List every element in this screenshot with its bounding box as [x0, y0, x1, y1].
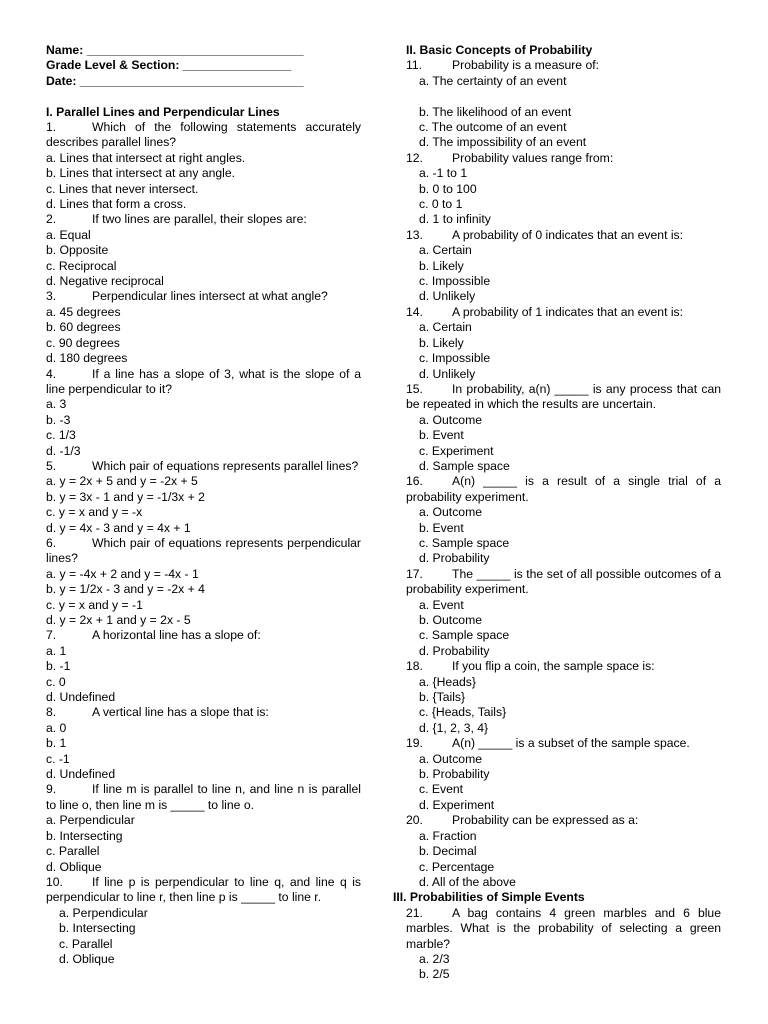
question-text: A(n) _____ is a result of a single trial of a probability experiment. [406, 474, 721, 504]
question-number: 18. [406, 659, 423, 674]
question-text: If line p is perpendicular to line q, and line q is perpendicular to line r, then line p is _____ to line r. [46, 874, 361, 905]
answer-option: a. 3 [46, 397, 67, 412]
answer-option: c. Parallel [46, 844, 100, 859]
answer-option: b. -1 [46, 659, 71, 674]
question-text: A probability of 0 indicates that an event is: [452, 227, 684, 242]
answer-option: a. 1 [46, 643, 67, 658]
answer-option: a. 2/3 [419, 951, 450, 966]
question-number: 13. [406, 227, 423, 242]
answer-option: b. -3 [46, 412, 71, 427]
answer-option: b. Outcome [419, 613, 482, 628]
answer-option: b. Opposite [46, 243, 109, 258]
answer-option: d. {1, 2, 3, 4} [419, 720, 489, 735]
question-number: 10. [46, 874, 63, 889]
answer-option: a. Perpendicular [46, 813, 135, 828]
answer-option: c. -1 [46, 751, 70, 766]
answer-option: c. Impossible [419, 351, 491, 366]
question-number: 14. [406, 304, 423, 319]
right-column [393, 43, 721, 983]
answer-option: a. The certainty of an event [419, 73, 567, 88]
section-1-questions [46, 120, 361, 967]
answer-option: a. 45 degrees [46, 304, 121, 319]
answer-option: c. Impossible [419, 274, 491, 289]
question-number: 8. [46, 705, 57, 720]
question-text: Which pair of equations represents perpendicular lines? [46, 535, 361, 566]
answer-option: d. Unlikely [419, 289, 476, 304]
question-number: 5. [46, 458, 57, 473]
answer-option: c. y = x and y = -1 [46, 597, 143, 612]
answer-option: c. 1/3 [46, 428, 76, 443]
question-number: 21. [406, 905, 423, 920]
question-item [46, 875, 361, 906]
question-number: 7. [46, 628, 57, 643]
question-item [46, 367, 361, 398]
left-column [46, 43, 361, 967]
answer-option: d. The impossibility of an event [419, 135, 587, 150]
question-text: If line m is parallel to line n, and line n is parallel to line o, then line m is _____ to line o. [46, 782, 361, 812]
answer-option: d. -1/3 [46, 443, 81, 458]
question-number: 3. [46, 289, 57, 304]
question-text: A horizontal line has a slope of: [92, 628, 261, 643]
answer-option: d. Oblique [46, 859, 102, 874]
question-text: Which of the following statements accurately describes parallel lines? [46, 120, 361, 150]
answer-option: b. Likely [419, 335, 464, 350]
question-item [46, 782, 361, 813]
answer-option: d. Undefined [46, 690, 116, 705]
answer-option: b. 60 degrees [46, 320, 121, 335]
question-item [46, 212, 361, 227]
question-item [406, 906, 721, 952]
answer-option: d. 180 degrees [46, 351, 128, 366]
question-item [406, 736, 721, 751]
answer-option: c. Event [419, 782, 464, 797]
question-item [46, 289, 361, 304]
answer-option: b. Decimal [419, 844, 477, 859]
question-number: 15. [406, 381, 423, 396]
question-number: 11. [406, 58, 423, 73]
blank-line [406, 89, 721, 104]
answer-option: d. Unlikely [419, 366, 476, 381]
question-text: Which pair of equations represents parallel lines? [92, 458, 359, 473]
answer-option: b. 0 to 100 [419, 181, 477, 196]
answer-option: b. Event [419, 428, 464, 443]
question-number: 19. [406, 736, 423, 751]
answer-option: c. 0 [46, 674, 66, 689]
answer-option: c. Reciprocal [46, 258, 117, 273]
question-item [406, 58, 721, 73]
answer-option: b. 2/5 [419, 967, 450, 982]
section-2-title: II. Basic Concepts of Probability [406, 43, 593, 57]
answer-option: c. The outcome of an event [419, 120, 567, 135]
answer-option: a. Perpendicular [59, 905, 148, 920]
answer-option: d. Lines that form a cross. [46, 197, 187, 212]
question-text: A(n) _____ is a subset of the sample space. [452, 736, 690, 751]
answer-option: d. 1 to infinity [419, 212, 491, 227]
question-item [406, 659, 721, 674]
answer-option: b. 1 [46, 736, 67, 751]
question-text: Perpendicular lines intersect at what angle? [92, 289, 328, 304]
grade-section-field: Grade Level & Section: ________________ [46, 58, 292, 73]
answer-option: d. Negative reciprocal [46, 274, 164, 289]
answer-option: b. Likely [419, 258, 464, 273]
question-item [46, 536, 361, 567]
question-item [406, 382, 721, 413]
question-item [406, 813, 721, 828]
answer-option: a. Fraction [419, 828, 477, 843]
answer-option: a. y = 2x + 5 and y = -2x + 5 [46, 474, 198, 489]
question-number: 17. [406, 566, 423, 581]
answer-option: a. Certain [419, 320, 472, 335]
question-text: Probability values range from: [452, 150, 614, 165]
question-number: 4. [46, 366, 57, 381]
answer-option: a. -1 to 1 [419, 166, 468, 181]
answer-option: d. Sample space [419, 458, 510, 473]
name-field: Name: ________________________________ [46, 43, 304, 57]
answer-option: c. y = x and y = -x [46, 505, 143, 520]
answer-option: b. Intersecting [46, 828, 123, 843]
question-text: If two lines are parallel, their slopes are: [92, 212, 307, 227]
date-field: Date: _________________________________ [46, 73, 304, 88]
answer-option: c. Parallel [59, 936, 113, 951]
answer-option: b. The likelihood of an event [419, 104, 572, 119]
answer-option: b. Lines that intersect at any angle. [46, 166, 236, 181]
answer-option: d. Undefined [46, 767, 116, 782]
question-number: 16. [406, 474, 423, 489]
answer-option: a. y = -4x + 2 and y = -4x - 1 [46, 566, 199, 581]
question-text: The _____ is the set of all possible outcomes of a probability experiment. [406, 566, 721, 597]
answer-option: c. Experiment [419, 443, 494, 458]
section-3-title: III. Probabilities of Simple Events [393, 890, 585, 905]
answer-option: a. Lines that intersect at right angles. [46, 150, 246, 165]
answer-option: d. Experiment [419, 797, 495, 812]
answer-option: b. {Tails} [419, 690, 466, 705]
answer-option: c. Sample space [419, 535, 510, 550]
header-block [46, 43, 361, 89]
question-item [406, 474, 721, 505]
question-number: 12. [406, 150, 423, 165]
question-item [406, 305, 721, 320]
question-text: A bag contains 4 green marbles and 6 blue marbles. What is the probability of selecting a green marble? [406, 905, 721, 951]
question-text: Probability can be expressed as a: [452, 813, 639, 828]
question-number: 20. [406, 813, 423, 828]
question-item [46, 459, 361, 474]
answer-option: d. Probability [419, 551, 490, 566]
answer-option: b. Intersecting [59, 921, 136, 936]
answer-option: c. Sample space [419, 628, 510, 643]
question-item [406, 151, 721, 166]
answer-option: a. Certain [419, 243, 472, 258]
question-item [406, 228, 721, 243]
question-number: 6. [46, 535, 57, 550]
question-number: 9. [46, 782, 57, 797]
answer-option: c. Percentage [419, 859, 495, 874]
section-2-questions [406, 58, 721, 890]
question-text: A vertical line has a slope that is: [92, 705, 269, 720]
answer-option: d. Oblique [59, 951, 115, 966]
question-number: 1. [46, 120, 57, 135]
answer-option: b. Event [419, 520, 464, 535]
question-item [46, 120, 361, 151]
question-number: 2. [46, 212, 57, 227]
answer-option: c. Lines that never intersect. [46, 181, 199, 196]
question-text: If a line has a slope of 3, what is the slope of a line perpendicular to it? [46, 366, 361, 396]
answer-option: c. {Heads, Tails} [419, 705, 507, 720]
answer-option: a. 0 [46, 720, 67, 735]
question-item [406, 567, 721, 598]
answer-option: c. 90 degrees [46, 335, 120, 350]
answer-option: a. Outcome [419, 505, 482, 520]
answer-option: d. Probability [419, 643, 490, 658]
question-text: Probability is a measure of: [452, 58, 599, 73]
question-item [46, 705, 361, 720]
question-item [46, 628, 361, 643]
answer-option: b. y = 1/2x - 3 and y = -2x + 4 [46, 582, 205, 597]
answer-option: b. y = 3x - 1 and y = -1/3x + 2 [46, 489, 205, 504]
answer-option: a. Outcome [419, 751, 482, 766]
answer-option: d. All of the above [419, 874, 516, 889]
question-text: A probability of 1 indicates that an event is: [452, 304, 684, 319]
question-text: In probability, a(n) _____ is any process that can be repeated in which the results are uncertain. [406, 381, 721, 412]
answer-option: c. 0 to 1 [419, 197, 463, 212]
answer-option: a. Equal [46, 227, 91, 242]
answer-option: d. y = 4x - 3 and y = 4x + 1 [46, 520, 191, 535]
question-text: If you flip a coin, the sample space is: [452, 659, 655, 674]
answer-option: a. {Heads} [419, 674, 476, 689]
answer-option: b. Probability [419, 767, 490, 782]
answer-option: a. Outcome [419, 412, 482, 427]
answer-option: a. Event [419, 597, 464, 612]
section-3-questions [406, 906, 721, 983]
answer-option: d. y = 2x + 1 and y = 2x - 5 [46, 613, 191, 628]
section-1-title: I. Parallel Lines and Perpendicular Lines [46, 104, 280, 119]
